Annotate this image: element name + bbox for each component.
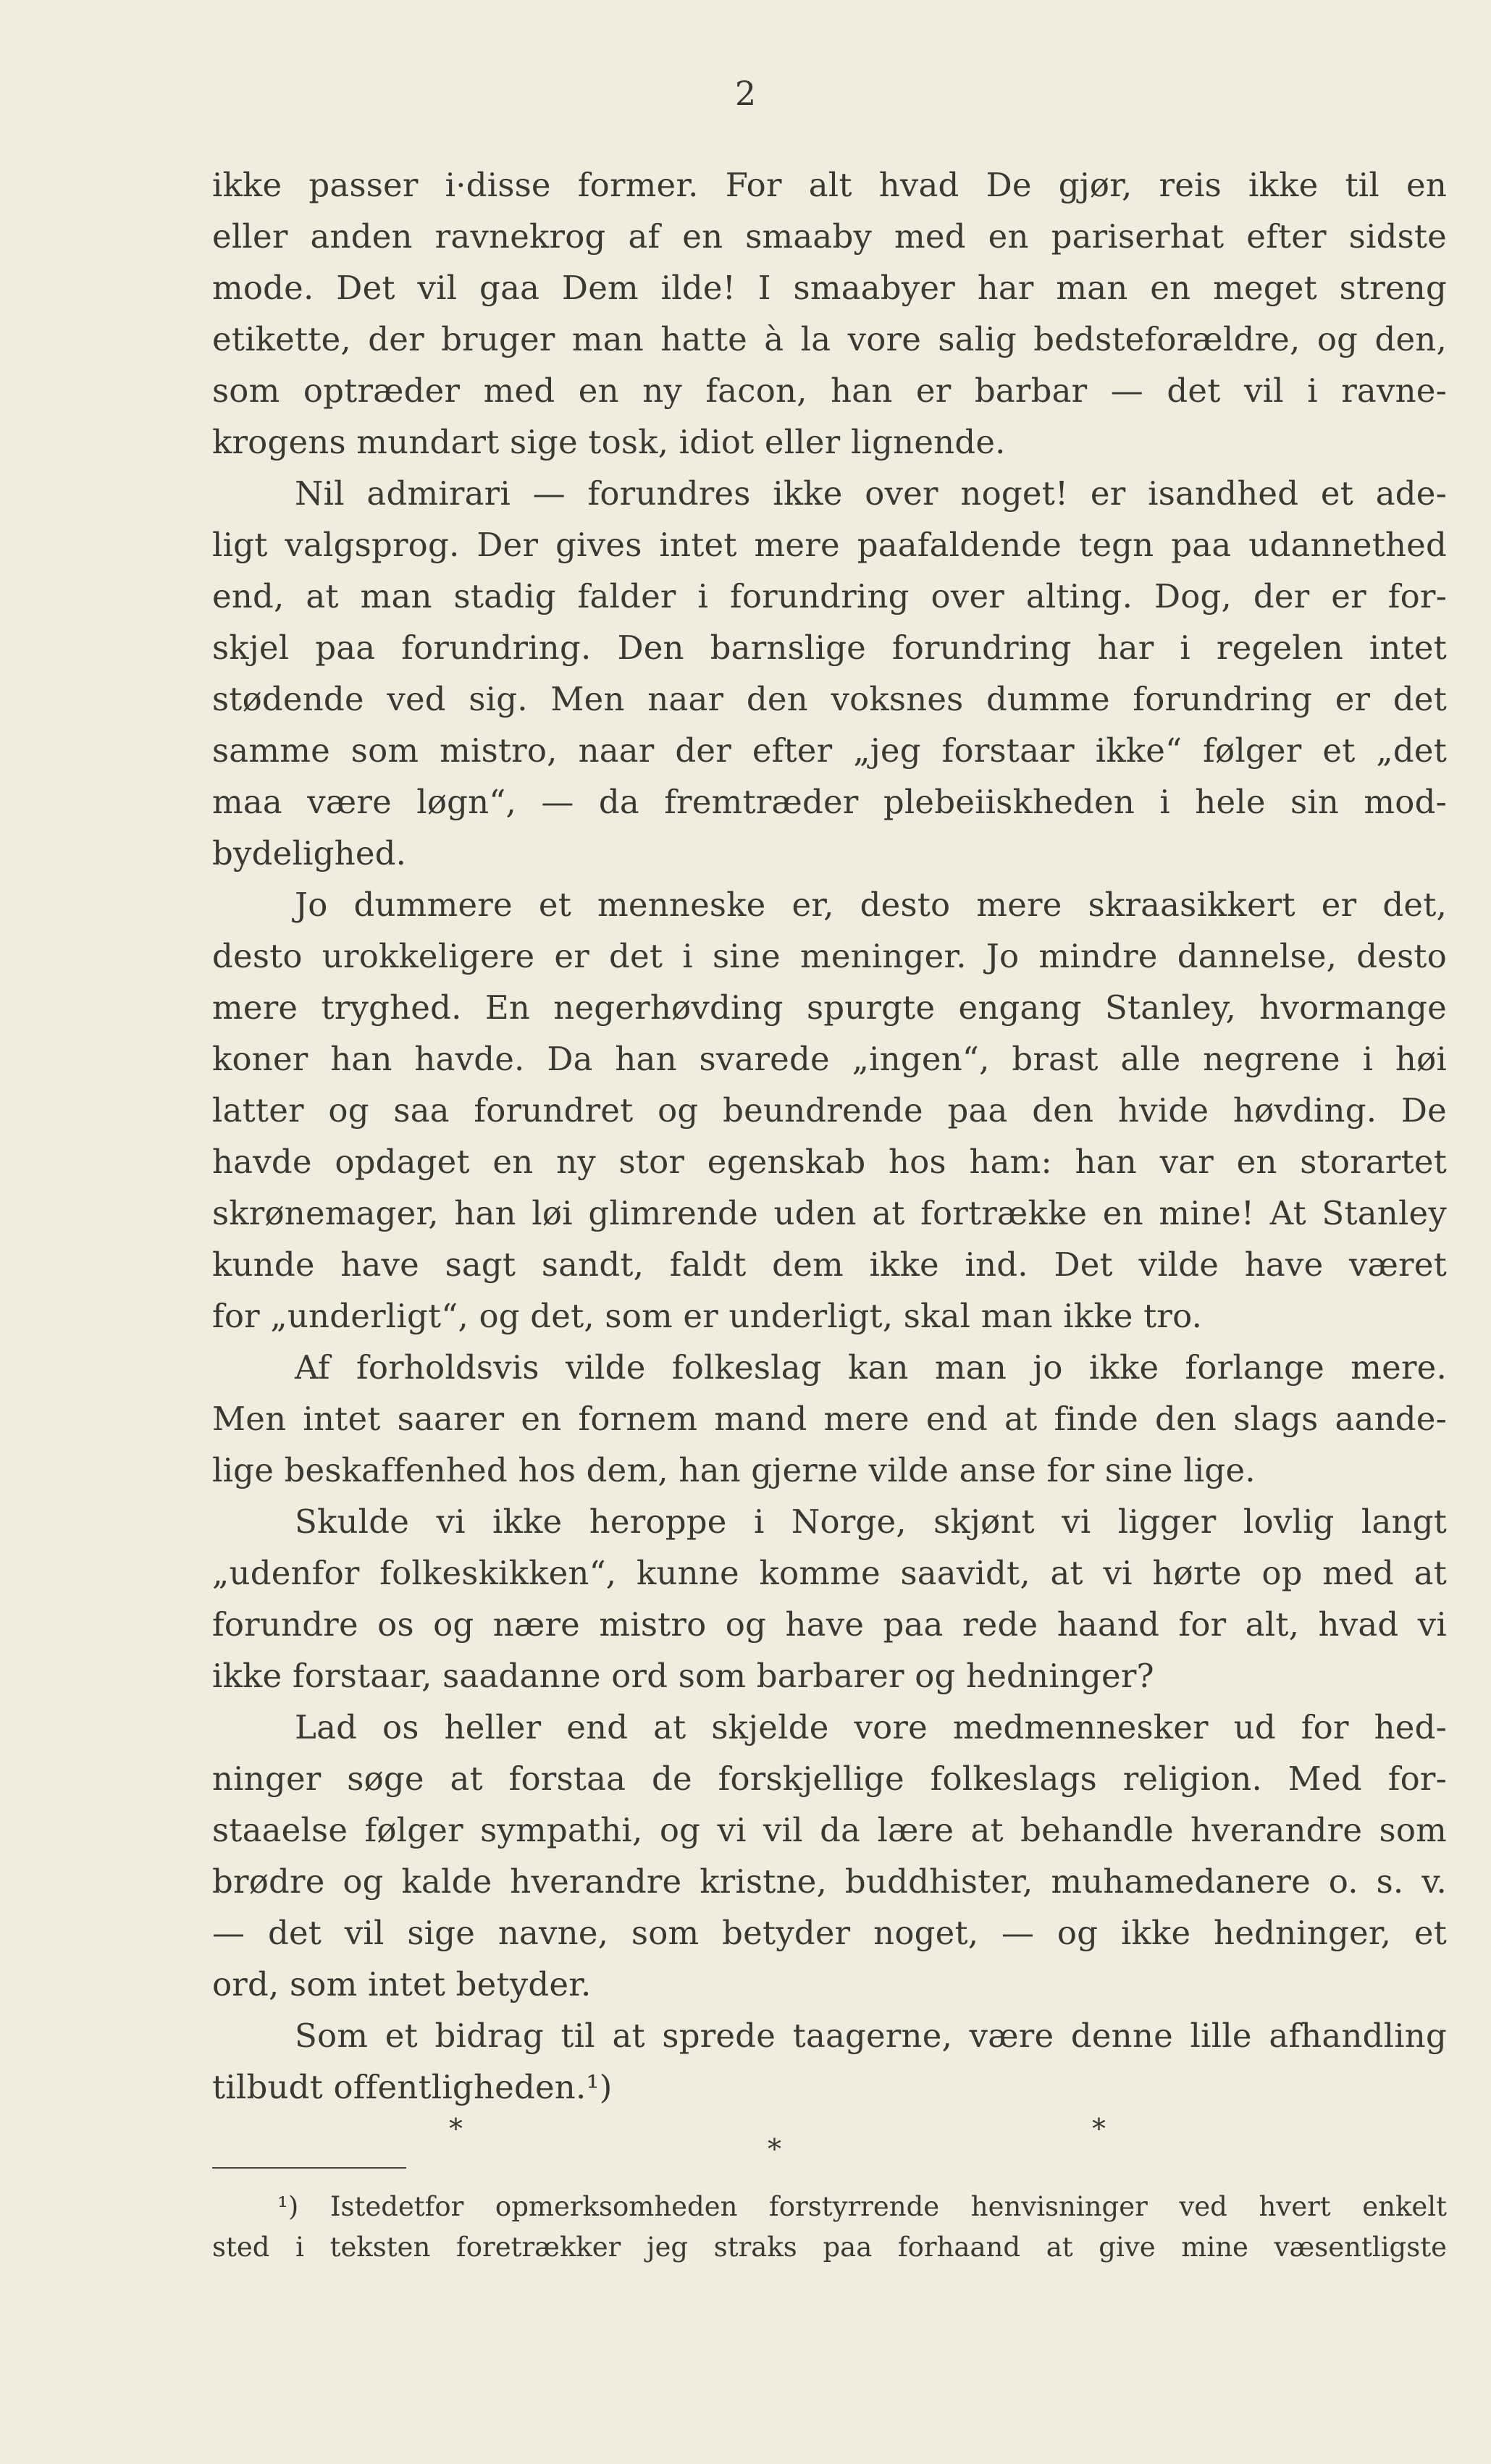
footnote-rule [212, 2167, 406, 2169]
text-line: skrønemager, han løi glimrende uden at fortrække en mine! At Stanley [212, 1194, 1447, 1232]
text-line: ninger søge at forstaa de forskjellige folkeslags religion. Med for- [212, 1759, 1447, 1798]
page-number: 2 [734, 74, 757, 113]
footnote-line: ¹) Istedetfor opmerksomheden forstyrrende henvisninger ved hvert enkelt [277, 2191, 1447, 2222]
text-line: samme som mistro, naar der efter „jeg forstaar ikke“ følger et „det [212, 731, 1447, 770]
asterisk-left: * [449, 2113, 463, 2145]
text-line: koner han havde. Da han svarede „ingen“, brast alle negrene i høi [212, 1040, 1447, 1078]
text-line: forundre os og nære mistro og have paa rede haand for alt, hvad vi [212, 1605, 1447, 1644]
text-line: eller anden ravnekrog af en smaaby med en pariserhat efter sidste [212, 217, 1447, 256]
text-line: Jo dummere et menneske er, desto mere skraasikkert er det, [295, 886, 1447, 924]
asterisk-middle: * [768, 2133, 781, 2165]
text-line: Nil admirari — forundres ikke over noget! er isandhed et ade- [295, 474, 1447, 513]
text-line: end, at man stadig falder i forundring over alting. Dog, der er for- [212, 577, 1447, 615]
text-line: skjel paa forundring. Den barnslige forundring har i regelen intet [212, 628, 1447, 667]
text-line: Som et bidrag til at sprede taagerne, være denne lille afhandling [295, 2017, 1447, 2055]
text-line: ikke passer i·disse former. For alt hvad De gjør, reis ikke til en [212, 166, 1447, 204]
asterisk-right: * [1092, 2113, 1106, 2145]
text-line: Men intet saarer en fornem mand mere end at finde den slags aande- [212, 1400, 1447, 1438]
text-line: Af forholdsvis vilde folkeslag kan man jo ikke forlange mere. [295, 1348, 1447, 1387]
text-line: etikette, der bruger man hatte à la vore salig bedsteforældre, og den, [212, 320, 1447, 358]
footnote [212, 2187, 1447, 2268]
text-line: Lad os heller end at skjelde vore medmennesker ud for hed- [295, 1708, 1447, 1746]
text-line: kunde have sagt sandt, faldt dem ikke ind. Det vilde have været [212, 1245, 1447, 1284]
text-line: latter og saa forundret og beundrende paa den hvide høvding. De [212, 1091, 1447, 1130]
text-line: tilbudt offentligheden.¹) [212, 2068, 613, 2106]
text-line: staaelse følger sympathi, og vi vil da lære at behandle hverandre som [212, 1811, 1447, 1849]
text-line: mere tryghed. En negerhøvding spurgte engang Stanley, hvormange [212, 988, 1447, 1027]
text-line: for „underligt“, og det, som er underligt, skal man ikke tro. [212, 1297, 1203, 1335]
text-line: brødre og kalde hverandre kristne, buddhister, muhamedanere o. s. v. [212, 1862, 1447, 1901]
text-line: bydelighed. [212, 834, 407, 873]
text-line: ikke forstaar, saadanne ord som barbarer og hedninger? [212, 1657, 1154, 1695]
text-line: mode. Det vil gaa Dem ilde! I smaabyer har man en meget streng [212, 269, 1447, 307]
text-line: — det vil sige navne, som betyder noget, — og ikke hedninger, et [212, 1914, 1447, 1952]
text-line: desto urokkeligere er det i sine meninger. Jo mindre dannelse, desto [212, 937, 1447, 975]
text-line: som optræder med en ny facon, han er barbar — det vil i ravne- [212, 371, 1447, 410]
text-line: ligt valgsprog. Der gives intet mere paafaldende tegn paa udannethed [212, 526, 1447, 564]
text-line: Skulde vi ikke heroppe i Norge, skjønt vi ligger lovlig langt [295, 1502, 1447, 1541]
footnote-line: sted i teksten foretrækker jeg straks paa forhaand at give mine væsentligste [212, 2232, 1447, 2263]
text-line: krogens mundart sige tosk, idiot eller lignende. [212, 423, 1006, 461]
body-text [212, 159, 1447, 2113]
text-line: ord, som intet betyder. [212, 1965, 592, 2003]
section-break [0, 2107, 1491, 2165]
text-line: stødende ved sig. Men naar den voksnes dumme forundring er det [212, 680, 1447, 718]
text-line: maa være løgn“, — da fremtræder plebeiiskheden i hele sin mod- [212, 783, 1447, 821]
text-line: havde opdaget en ny stor egenskab hos ham: han var en storartet [212, 1143, 1447, 1181]
text-line: „udenfor folkeskikken“, kunne komme saavidt, at vi hørte op med at [212, 1554, 1447, 1592]
text-line: lige beskaffenhed hos dem, han gjerne vilde anse for sine lige. [212, 1451, 1256, 1489]
